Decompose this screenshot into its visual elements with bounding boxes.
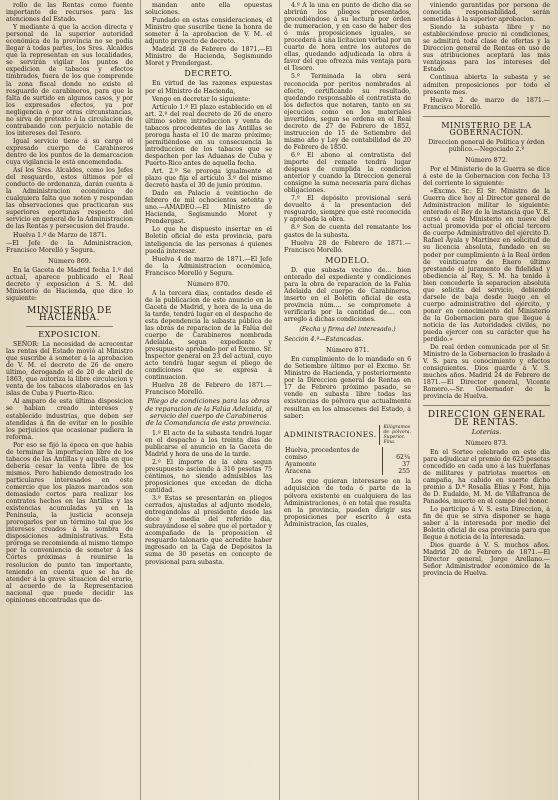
paragraph: Huelva 28 de Febrero de 1871.—Francisco Morelló. (284, 239, 411, 254)
paragraph: viniendo garantidas por persona de conocida responsabilidad, serán sometidas á la superior aprobacion. (423, 2, 550, 24)
column-4 (423, 2, 550, 798)
paragraph: Huelva 28 de Febrero de 1871.—Francisco Morelló. (145, 382, 272, 397)
paragraph: 8.º Son de cuenta del rematante los gastos de la subasta. (284, 224, 411, 239)
units-note: Kilógramos de pólvora. Superior. Fina. (379, 425, 411, 445)
ledger-row (284, 468, 411, 475)
paragraph: En el Sorteo celebrado en este dia para adjudicar el premio de 625 pesetas concedido en cada uno á las huérfanas de militares y patriotas muertos en campaña, ha cabido en suerte dicho premio á D.ª Rosalía Elías y Font, hija de D. Eudaldo, M. M. de Villafranca de Panadés, muerto en el campo del honor. (423, 448, 550, 505)
paragraph: 4.º A la una en punto de dicho dia se abrirán los pliegos presentados, procediéndose á su lectura por órden de numeracion, y en caso de haber dos ó más proposiciones iguales, se procederá á una licitacion verbal por un cuarto de hora entre los autores de ellas, quedando adjudicada la obra á favor del que ofrezca más ventaja para el Tesoro. (284, 2, 411, 73)
paragraph: SEÑOR: La necesidad de acrecentar las rentas del Estado movió al Ministro que suscribe á someter á la aprobacion de V. M. el decreto de 26 de enero último, derogando el de 20 de abril de 1863, que autoriza la libre circulacion y venta de los tabacos elaborados en las islas de Cuba y Puerto-Rico. (6, 341, 133, 398)
paragraph: En la Gaceta de Madrid fecha 1.º del actual, aparece publicado el Real decreto y exposicion á S. M. del Ministerio de Hacienda, que dice lo siguiente: (6, 266, 133, 302)
paragraph: Dado en Palacio á veintiocho de febrero de mil ochocientos setenta y uno.—AMADEO.—El Ministro de Hacienda, Segismundo Moret y Prendergast. (145, 190, 272, 226)
paragraph: Lo participo á V. S. esta Direccion, á fin de que se sirva disponer se haga saber á la interesada por medio del Boletin oficial de esa provincia para que llegue á noticia de la interesada. (423, 506, 550, 542)
paragraph: Así los Sres. Alcaldes, como los Jefes del resguardo, estos últimos por el conducto de ordenanza, darán cuenta á la Administracion económica de cualquiera falta que noten y respondan las observaciones que practicaran sus superiores oportunas respecto del servicio en general de la Administracion de las Rentas y persecusion del fraude. (6, 167, 133, 231)
paragraph: 3.º Estas se presentarán en pliegos cerrados, ajustadas al adjunto modelo, entregándolas al presidente desde las doce y media del referido dia, subrayándose el sobre que el portador y acompañado de la proposicion el resguardo talonario que acredite haber ingresado en la Caja de Depósitos la suma de 30 pesetas en concepto de provisional para subasta. (145, 495, 272, 566)
paragraph: D. que subasta vecino de... bien enterado del expediente y condiciones para la obra de reparacion de la Falúa Adelaida del cuerpo de Carabineros, inserto en el Boletin oficial de esta provincia núm.... se compromete á verificarla por la cantidad de.... con arreglo á dichas condiciones. (284, 266, 411, 324)
date-line: Huelva 2 de marzo de 1871.—Francisco Morelló. (423, 96, 550, 111)
ledger-row (284, 461, 411, 468)
paragraph: rollo de las Rentas como fuente importante de recursos para las atenciones del Estado. (6, 2, 133, 24)
department-line: Direccion general de Política y órden público.—Negociado 2.º (428, 138, 545, 153)
pliego-heading: Pliego de condiciones para las obras de reparacion de la Falúa Adelaida, al servicio del cuerpo de Carabineros de la Comandancia de esta provincia. (145, 397, 272, 427)
date-line: Huelva 1.º de Marzo de 1871. (13, 231, 107, 239)
paragraph: 7.º El depósito provisional será devuelto á la presentacion del resguardo, siempre que esté reconocida y aprobada la obra. (284, 195, 411, 224)
paragraph: Contínua abierta la subasta y se admiten proposiciones por todo el presente mes. (423, 74, 550, 96)
paragraph: Y mediante á que la accion directa y personal de la superior autoridad económica de la provincia no se podia llegar á todas partes, los Sres. Alcaldes que la representan en sus localidades, se servirán vigilar los puntos de expedicion de tabacos y efectos timbrados, fuera de los que comprende la zona fiscal donde no existe el resguardo de carabineros, para que la falta de surtido en algunos casos, y por los expresados efectos, ya por negligencia ó por otras circunstancias, no sirva de pretexto á la circulacion de contrabando con perjuicio notable de los intereses del Tesoro. (6, 24, 133, 137)
ledger-admin: Aracena (285, 468, 311, 476)
paragraph: En cumplimiento de lo mandado en 6 de Setiembre último por el Excmo. Sr. Ministro de Hacienda, y posteriormente por la Direccion general de Rentas en 17 de Febrero próximo pasado, se vende en subasta libre todas las existencias de pólvora que actualmente resultan en los almacenes del Estado, á saber: (284, 356, 411, 420)
paragraph: «Excmo. Sr.: El Sr. Ministro de la Guerra dice hoy al Director general de Administracion militar lo siguiente: enterado el Rey de la instancia que V. E. cursó á este Ministerio en nueve del actual promovida por el oficial tercero de cuerpo Administrativo del ejército D. Rafael Ayala y Martínez en solicitud de su licencia absoluta, fundado en su poder por cumplimiento á la Real órden de veinticuatro de Enero último prestando el juramento de fidelidad y obediencia al Rey, S. M. ha tenido á bien concederle la separacion absoluta que solicita del servicio, debiendo darsele de baja desde luego en el cuerpo administrativo del ejército, y poner en conocimiento del Ministerio de la Gobernacion para que llegue á noticia de las Autoridades civiles, no pueda ejercer con su carácter que ha perdido.» (423, 188, 550, 344)
section-heading: Loterías. (471, 427, 502, 436)
ledger-amount: 255 (383, 468, 412, 475)
paragraph: 2.º El importe de la obra segun presupuesto asciende á 316 pesetas 75 céntimos, no siendo admisibles las proposiciones que excedan de dicha cantidad. (145, 458, 272, 495)
paragraph: (Fecha y firma del interesado.) (299, 326, 396, 334)
paragraph: Los que quieran interesarse en la adquisicion de toda ó parte de la pólvora existente en cualquiera de las Administraciones, ó en total que resulta en la provincia, pueden dirigir sus proposiciones por escrito á esta Administracion, las cuales, (284, 478, 411, 528)
ledger-amount: 37 (383, 461, 412, 468)
paragraph: 5.º Terminada la obra será reconocida por peritos nombrados al efecto, certificando su resultado, quedando responsable el contratista de los defectos que notaren, tanto en su ejecucion como en los materiales invertidos, segun se ordena en el Real decreto de 27 de Febrero de 1852, instruccion de 15 de Setiembre del mismo año y Ley de contabilidad de 20 de Febrero de 1850. (284, 73, 411, 151)
paragraph: mandan ante ella opuestas soluciones. (145, 2, 272, 17)
paragraph: A la tercera dias, contados desde el de la publicacion de este anuncio en la Gaceta de Madrid, y hora de la una de la tarde, tendrá lugar en el despacho de esta dependencia la subasta pública de las obras de reparacion de la Falúa del cuerpo de Carabineros nombrada Adelaida, segun expediente y presupuesto aprobado por el Excmo. Sr. Inspector general en 23 del actual, cuyo acto tendrá lugar segun el pliego de condiciones que se expresa á continuacion. (145, 289, 272, 382)
ledger-admin: comiso (285, 453, 307, 461)
paragraph: Fundado en estas consideraciones, el Ministro que suscribe tiene la honra de someter á la aprobacion de V. M. el adjunto proyecto de decreto. (145, 17, 272, 46)
paragraph: Art. 2.º Se proroga igualmente el plazo que fija el artículo 3.º del mismo decreto hasta el 30 de junio próximo. (145, 168, 272, 190)
column-rule (279, 0, 280, 800)
notice-number: Número 871. (326, 346, 369, 355)
divider (423, 116, 550, 117)
administrations-header (284, 425, 411, 445)
notice-number: Número 870. (187, 279, 230, 288)
ledger-amount: 62¼ (383, 454, 412, 461)
ledger-amount (383, 447, 412, 454)
notice-number: Número 872. (465, 155, 508, 164)
column-1 (6, 2, 133, 798)
paragraph: Huelva 4 de marzo de 1871.—El Jefe de la Administracion económica, Francisco Morelló y Segura. (145, 255, 272, 277)
ministry-heading: MINISTERIO DE HACIENDA. (26, 305, 113, 323)
powder-ledger (284, 447, 411, 476)
signature: —El Jefe de la Administracion, Francisco Morelló y Segura. (6, 239, 133, 254)
paragraph: Por eso se fijó la época en que habia de terminar la importacion libre de los tabacos de las Antillas y aquella en que debería cesar la venta libre de los mismos. Pero habiendo demostrado los particulares interesados en este comercio que los plazos marcados son demasiado cortos para realizar los contratos hechos en las Antillas y las existencias acumuladas ya en la Península, la justicia aconseja prorogarlos por un término tal que los intereses creados á la sombra de disposiciones administrativas. Esta próroga se recomienda al mismo tiempo por la conveniencia de someter á las Córtes próximas á reunirse la resolucion de punto tan importante, teniendo en cuenta que se ha de atender á la grave situacion del erario, al acuerdo de la Representacion nacional que puede decidir las opiniones encontradas que de- (6, 441, 133, 604)
paragraph: Vengo en decretar lo siguiente: (152, 95, 251, 103)
ledger-row (284, 447, 411, 454)
section-heading: MODELO. (325, 255, 370, 265)
notice-number: Número 869. (48, 256, 91, 265)
direction-heading: DIRECCION GENERAL DE RENTAS. (427, 410, 546, 428)
paragraph: En virtud de las razones expuestas por el Ministro de Hacienda, (145, 80, 272, 95)
ledger-admin: Ayamonte (285, 461, 317, 469)
ministry-heading: MINISTERIO DE LA GOBERNACION. (441, 120, 532, 137)
paragraph: Igual servicio tiene á su cargo el expresado cuerpo de Carabineros dentro de los puntos de la demarcacion cuya vigilancia le está encomendada. (6, 137, 133, 167)
column-rule (418, 0, 419, 800)
ledger-row (284, 454, 411, 461)
paragraph: Lo que he dispuesto insertar en el Boletin oficial de esta provincia, para inteligencia de las personas á quienes pueda interesar. (145, 226, 272, 255)
section-heading: EXPOSICION. (38, 330, 101, 340)
paragraph: De real órden comunicada por el Sr. Ministro de la Gobernacion lo traslado á V. S. para su conocimiento y efectos consiguientes. Dios guarde á V. S. muchos años. Madrid 24 de Febrero de 1871.—El Director general, Vicente Romero.—Sr. Gobernador de la provincia de Huelva. (423, 344, 550, 401)
column-2 (145, 2, 272, 798)
paragraph: 1.º El acto de la subasta tendrá lugar en el despacho á los treinta dias de publicarse el anuncio en la Gaceta de Madrid y hora de una de la tarde. (145, 429, 272, 458)
notice-number: Número 873. (465, 438, 508, 447)
section-heading: DECRETO. (184, 69, 233, 79)
divider (423, 405, 550, 406)
paragraph: Al amparo de esta última disposicion se habian creado intereses y establecido industrias, que deben ser atendidas á fin de evitar en lo posible los perjuicios que ocasionar pudiera la reforma. (6, 398, 133, 441)
column-3 (284, 2, 411, 798)
divider (26, 326, 113, 327)
paragraph: Madrid 28 de Febrero de 1871.—El Ministro de Hacienda, Segismundo Moret y Prendergast. (145, 46, 272, 68)
ledger-admin: Huelva, procedentes de (285, 446, 360, 454)
paragraph: 6.º El abono al contratista del importe del remate tendrá lugar despues de cumplida la condicion anterior y cuando la Direccion general consigne la suma necesaria para dichas obligaciones. (284, 151, 411, 195)
administrations-title: ADMINISTRACIONES. (284, 430, 377, 440)
section-stamp: Sección 4.ª—Estancadas. (284, 336, 364, 344)
paragraph: Por el Ministerio de la Guerra se dice á este de la Gobernacion con fecha 13 del corriente lo siguiente: (423, 165, 550, 188)
paragraph: Siendo la subasta libre y no estableciéndose precio ni condiciones, se admitirá toda clase de ofertas y la Direccion general de Rentas en uso de sus atribuciones aceptará las más ventajosas para los intereses del Estado. (423, 24, 550, 74)
paragraph: Dios guarde á V. S. muchos años. Madrid 20 de Febrero de 1871.—El Director general, Jorge Arellano.—Señor Administrador económico de la provincia de Huelva. (423, 542, 550, 578)
paragraph: Artículo 1.º El plazo establecido en el art. 2.º del real decreto de 26 de enero último sobre introduccion y venta de tabacos procedentes de las Antillas se proroga hasta el 10 de marzo próximo; permitiéndose en su consecuencia la introduccion de los tabacos que se despachen por las Aduanas de Cuba y Puerto-Rico antes de aquella fecha. (145, 103, 272, 167)
column-rule (140, 0, 141, 800)
